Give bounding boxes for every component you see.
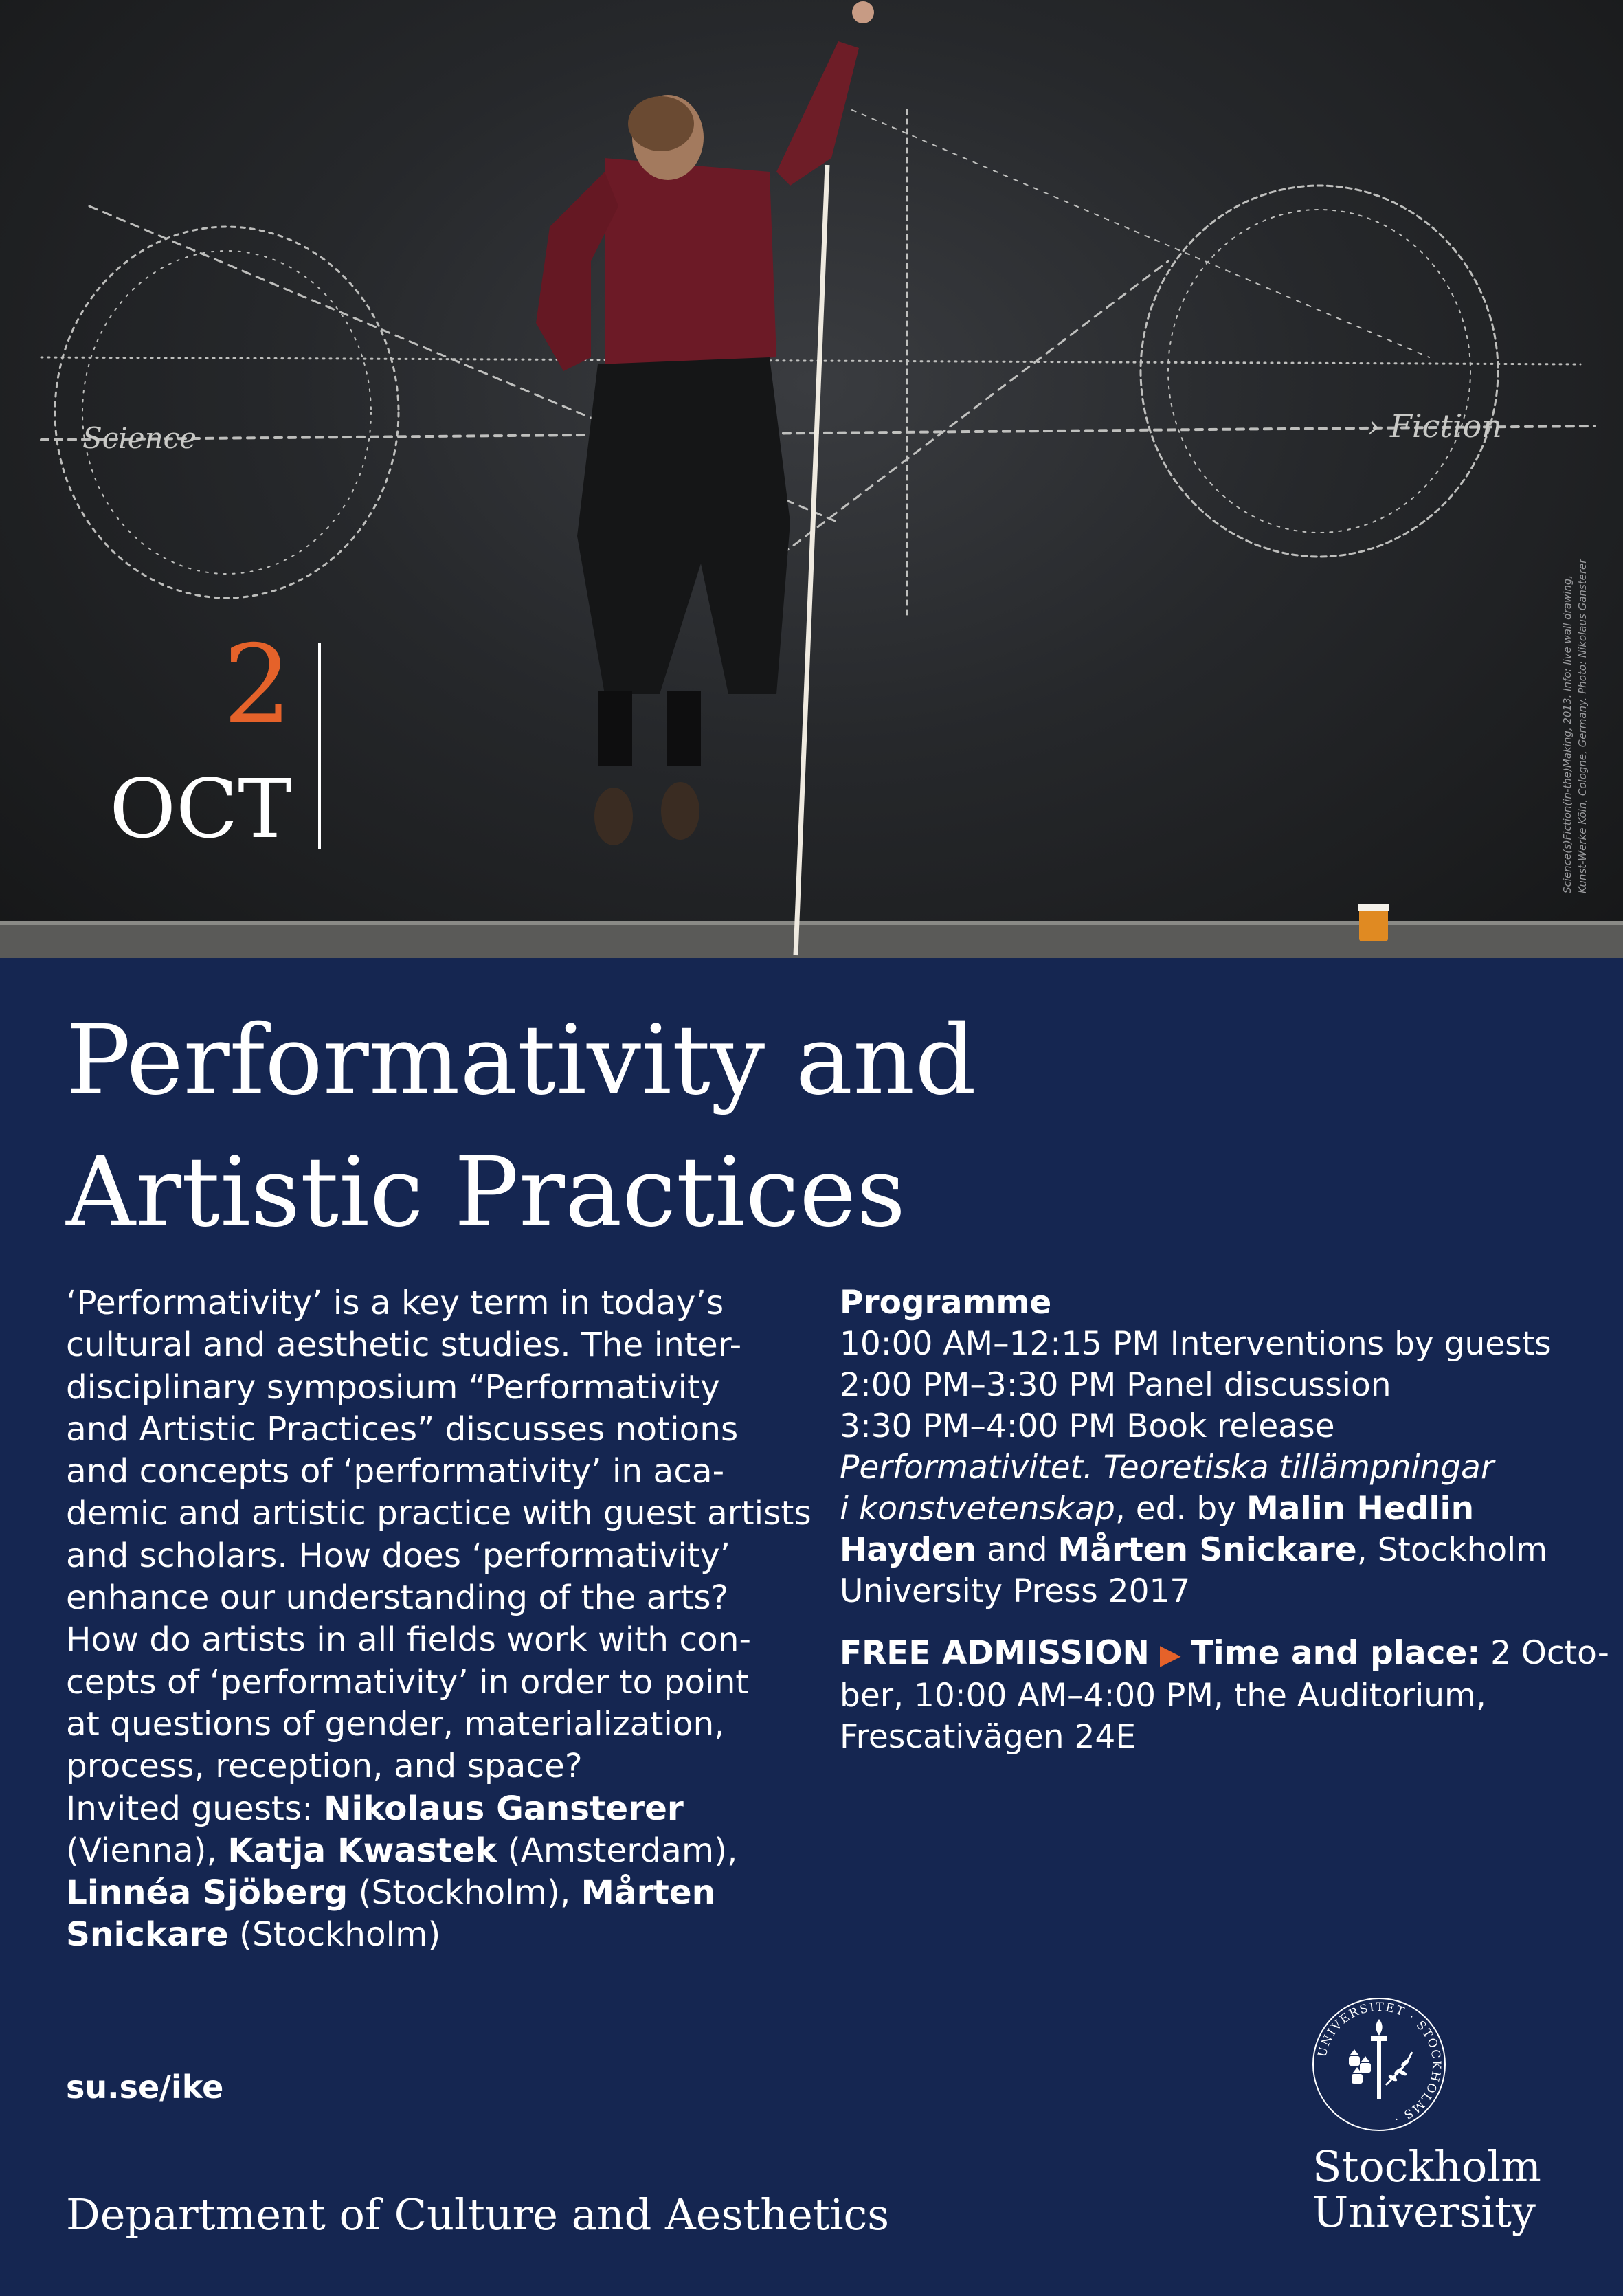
book-title: Performativitet. Teoretiska tillämpningar xyxy=(840,1449,1495,1486)
guest-name: Nikolaus Gansterer xyxy=(323,1789,684,1828)
intro-line: cepts of ‘performativity’ in order to point xyxy=(66,1662,749,1702)
programme-section xyxy=(840,1282,1609,1758)
book-title: i konstvetenskap xyxy=(840,1490,1115,1528)
free-admission: FREE ADMISSION xyxy=(840,1634,1150,1672)
uni-line2: University xyxy=(1312,2187,1536,2237)
university-seal-icon xyxy=(1310,1996,1448,2133)
intro-text xyxy=(66,1282,812,1957)
guest-city: (Stockholm), xyxy=(348,1873,581,1913)
book-title-line xyxy=(840,1447,1575,1489)
intro-line: How do artists in all fields work with con- xyxy=(66,1620,751,1660)
photo-credit xyxy=(1560,509,1590,893)
admission-line-1 xyxy=(840,1633,1609,1675)
date-month: OCT xyxy=(109,761,292,856)
editor-name: Hayden xyxy=(840,1531,977,1569)
guests-line-3 xyxy=(66,1872,808,1914)
programme-heading-text: Programme xyxy=(840,1284,1052,1322)
page-title xyxy=(66,995,1234,1259)
publisher-line: University Press 2017 xyxy=(840,1572,1191,1610)
guest-name: Mårten xyxy=(581,1873,716,1913)
svg-text:Science: Science xyxy=(82,421,197,455)
guest-name: Snickare xyxy=(66,1915,229,1954)
publisher-tail: , Stockholm xyxy=(1356,1531,1548,1569)
header-photo xyxy=(0,0,1623,958)
book-ed: , ed. by xyxy=(1115,1490,1246,1528)
title-line1: Performativity and xyxy=(66,1005,976,1117)
guest-city: (Amsterdam), xyxy=(497,1831,738,1870)
book-line-2 xyxy=(840,1489,1575,1530)
guest-name: Katja Kwastek xyxy=(227,1831,497,1870)
intro-line: process, reception, and space? xyxy=(66,1747,583,1786)
time-value: 2 Octo- xyxy=(1480,1634,1609,1672)
editor-name: Malin Hedlin xyxy=(1246,1490,1475,1528)
intro-line: and Artistic Practices” discusses notions xyxy=(66,1409,739,1449)
guests-line-4 xyxy=(66,1914,808,1956)
photo-credit-line1: Science(s)Fiction(in-the)Making, 2013. Info: live wall drawing, xyxy=(1561,575,1574,893)
department-name: Department of Culture and Aesthetics xyxy=(66,2189,890,2240)
programme-heading xyxy=(840,1282,1575,1324)
photo-credit-line2: Kunst-Werke Köln, Cologne, Germany. Photo: Nikolaus Gansterer xyxy=(1576,559,1589,893)
title-line2: Artistic Practices xyxy=(66,1137,906,1249)
triangle-right-icon: ▶ xyxy=(1159,1639,1181,1671)
date-divider xyxy=(318,643,321,849)
guests-line-2 xyxy=(66,1830,808,1872)
date-day: 2 xyxy=(223,622,292,748)
website-link[interactable]: su.se/ike xyxy=(66,2069,224,2106)
book-line-3 xyxy=(840,1530,1575,1571)
uni-line1: Stockholm xyxy=(1312,2141,1541,2192)
intro-line: cultural and aesthetic studies. The inter- xyxy=(66,1326,742,1365)
spacer xyxy=(840,1612,1575,1633)
guests-label: Invited guests: xyxy=(66,1789,324,1828)
admission-line-2: ber, 10:00 AM–4:00 PM, the Auditorium, xyxy=(840,1677,1486,1715)
intro-line: at questions of gender, materialization, xyxy=(66,1704,725,1743)
guests-line-1 xyxy=(66,1788,808,1830)
intro-line: disciplinary symposium “Performativity xyxy=(66,1368,720,1407)
programme-item: 10:00 AM–12:15 PM Interventions by guests xyxy=(840,1325,1552,1363)
intro-line: ‘Performativity’ is a key term in today’s xyxy=(66,1284,724,1322)
guest-name: Linnéa Sjöberg xyxy=(66,1873,348,1913)
intro-line: demic and artistic practice with guest artists xyxy=(66,1494,812,1533)
intro-line: and concepts of ‘performativity’ in aca- xyxy=(66,1452,725,1491)
seal-text: UNIVERSITET · STOCKHOLMS · xyxy=(1315,2000,1444,2127)
university-wordmark xyxy=(1312,2141,1541,2237)
guest-city: (Vienna), xyxy=(66,1831,228,1870)
guest-city: (Stockholm) xyxy=(228,1915,441,1954)
intro-line: enhance our understanding of the arts? xyxy=(66,1579,729,1618)
admission-line-3: Frescativägen 24E xyxy=(840,1718,1137,1756)
svg-text:› Fiction: › Fiction xyxy=(1367,408,1502,445)
programme-item: 2:00 PM–3:30 PM Panel discussion xyxy=(840,1366,1391,1404)
and-text: and xyxy=(976,1531,1058,1569)
programme-item: 3:30 PM–4:00 PM Book release xyxy=(840,1407,1335,1445)
intro-line: and scholars. How does ‘performativity’ xyxy=(66,1536,731,1575)
time-label: Time and place: xyxy=(1191,1634,1481,1672)
editor-name: Mårten Snickare xyxy=(1057,1531,1357,1569)
